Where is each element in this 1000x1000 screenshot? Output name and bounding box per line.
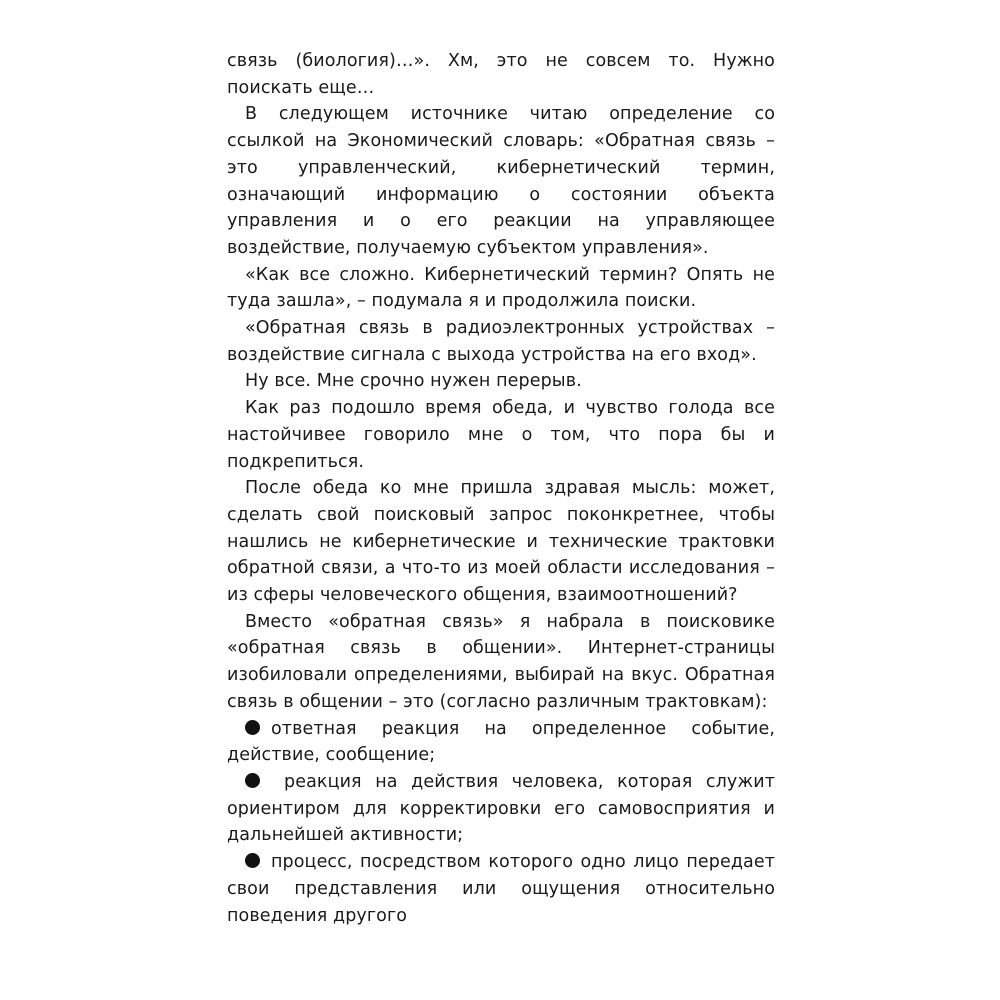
paragraph-lunch: Как раз подошло время обеда, и чувство голода все настойчивее говорило мне о том, что пора бы и подкрепиться. bbox=[227, 398, 775, 472]
bullet-dot-icon bbox=[245, 773, 260, 788]
paragraph-search-query: Вместо «обратная связь» я набрала в поисковике «обратная связь в общении». Интернет-страницы изобиловали определениями, выбирай на вкус. Обратная связь в общении – это (согласно различным трактовкам): bbox=[227, 611, 775, 712]
list-item bbox=[227, 716, 775, 769]
bullet-dot-icon bbox=[245, 720, 260, 735]
paragraph-cybernetic-term: «Как все сложно. Кибернетический термин? Опять не туда зашла», – подумала я и продолжила поиски. bbox=[227, 264, 775, 312]
paragraph-continuation: связь (биология)…». Хм, это не совсем то. Нужно поискать еще… bbox=[227, 51, 775, 98]
list-item-text: ответная реакция на определенное событие, действие, сообщение; bbox=[227, 718, 775, 766]
paragraph-after-lunch: После обеда ко мне пришла здравая мысль: может, сделать свой поисковый запрос поконкретнее, чтобы нашлись не кибернетические и технические трактовки обратной связи, а что-то из моей области исследования – из сферы человеческого общения, взаимоотношений? bbox=[227, 478, 775, 606]
list-item bbox=[227, 849, 775, 929]
list-item-text: процесс, посредством которого одно лицо передает свои представления или ощущения относительно поведения другого bbox=[227, 852, 775, 926]
list-item bbox=[227, 769, 775, 849]
paragraph-economic-dictionary: В следующем источнике читаю определение со ссылкой на Экономический словарь: «Обратная связь – это управленческий, кибернетический термин, означающий информацию о состоянии объекта управления и о его реакции на управляющее воздействие, получаемую субъектом управления». bbox=[227, 104, 775, 258]
list-item-text: реакция на действия человека, которая служит ориентиром для корректировки его самовосприятия и дальнейшей активности; bbox=[227, 771, 775, 846]
document-page bbox=[227, 48, 775, 929]
paragraph-break: Ну все. Мне срочно нужен перерыв. bbox=[245, 371, 582, 392]
bullet-dot-icon bbox=[245, 853, 260, 868]
paragraph-radioelectronic: «Обратная связь в радиоэлектронных устройствах – воздействие сигнала с выхода устройства на его вход». bbox=[227, 318, 775, 365]
